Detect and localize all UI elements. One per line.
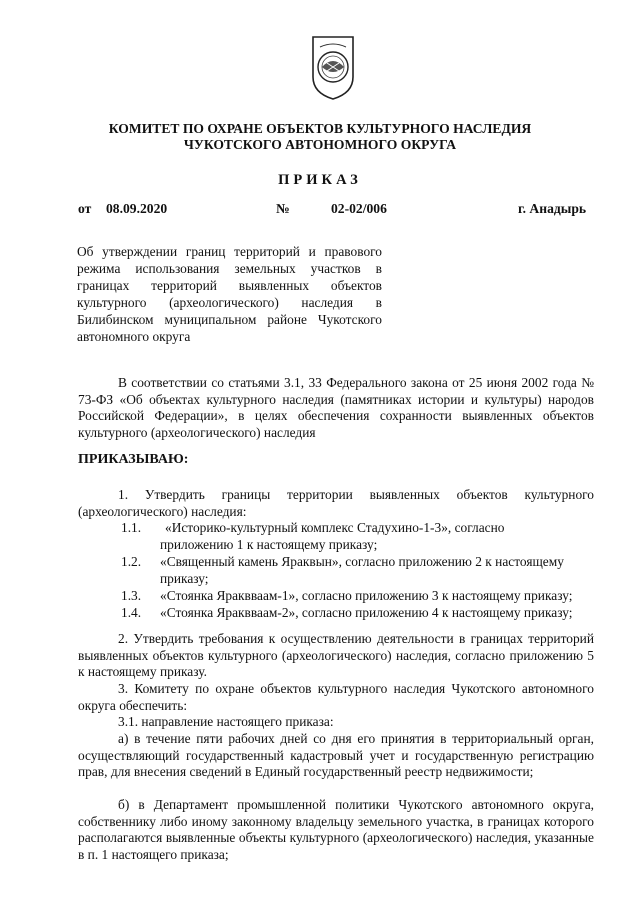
document-title: ПРИКАЗ — [278, 172, 362, 188]
document-subject: Об утверждении границ территорий и правового режима использования земельных участков в границах территорий выявленных объектов культурного (археологического) наследия в Билибинском муниципальном районе Чукотского автономного округа — [77, 244, 382, 344]
order-heading: ПРИКАЗЫВАЮ: — [78, 452, 189, 467]
subitem-text: «Священный камень Яраквын», согласно приложению 2 к настоящему — [160, 554, 564, 569]
subitem-text: «Стоянка Яраквваам-1», согласно приложению 3 к настоящему приказу; — [160, 588, 573, 603]
item-2: 2. Утвердить требования к осуществлению деятельности в границах территорий выявленных объектов культурного (археологического) наследия, согласно приложению 5 к настоящему приказу. — [78, 631, 594, 679]
date-label: от — [78, 201, 92, 216]
city: г. Анадырь — [518, 201, 587, 216]
subitem-number: 1.3. — [121, 588, 142, 603]
document-number: 02-02/006 — [331, 201, 387, 216]
committee-name-line-2: ЧУКОТСКОГО АВТОНОМНОГО ОКРУГА — [183, 137, 457, 152]
preamble-paragraph: В соответствии со статьями 3.1, 33 Федерального закона от 25 июня 2002 года № 73-ФЗ «Об объектах культурного наследия (памятниках истории и культуры) народов Российской Федерации», в целях обеспечения сохранности выявленных объектов культурного (археологического) наследия — [78, 375, 594, 440]
number-label: № — [276, 201, 290, 216]
coat-of-arms-emblem — [308, 33, 358, 103]
committee-name-line-1: КОМИТЕТ ПО ОХРАНЕ ОБЪЕКТОВ КУЛЬТУРНОГО НАСЛЕДИЯ — [108, 121, 532, 136]
subitem-text: «Историко-культурный комплекс Стадухино-1-3», согласно — [165, 520, 505, 535]
subitem-continuation: приложению 1 к настоящему приказу; — [160, 537, 378, 552]
subitem-number: 1.4. — [121, 605, 142, 620]
subitem-text: «Стоянка Яраквваам-2», согласно приложению 4 к настоящему приказу; — [160, 605, 573, 620]
item-3-1: 3.1. направление настоящего приказа: — [118, 714, 334, 729]
item-3-1-b: б) в Департамент промышленной политики Чукотского автономного округа, собственнику либо иному законному владельцу земельного участка, в границах которого располагаются выявленные объекты культурного (археологического) наследия, указанные в п. 1 настоящего приказа; — [78, 797, 594, 862]
subitem-number: 1.2. — [121, 554, 142, 569]
item-1: 1. Утвердить границы территории выявленных объектов культурного (археологического) наследия: — [78, 487, 594, 519]
item-3: 3. Комитету по охране объектов культурного наследия Чукотского автономного округа обеспечить: — [78, 681, 594, 713]
subitem-number: 1.1. — [121, 520, 142, 535]
subitem-continuation: приказу; — [160, 571, 209, 586]
document-date: 08.09.2020 — [106, 201, 168, 216]
item-3-1-a: а) в течение пяти рабочих дней со дня его принятия в территориальный орган, осуществляющий государственный кадастровый учет и государственную регистрацию прав, для внесения сведений в Единый государственный реестр недвижимости; — [78, 731, 594, 779]
